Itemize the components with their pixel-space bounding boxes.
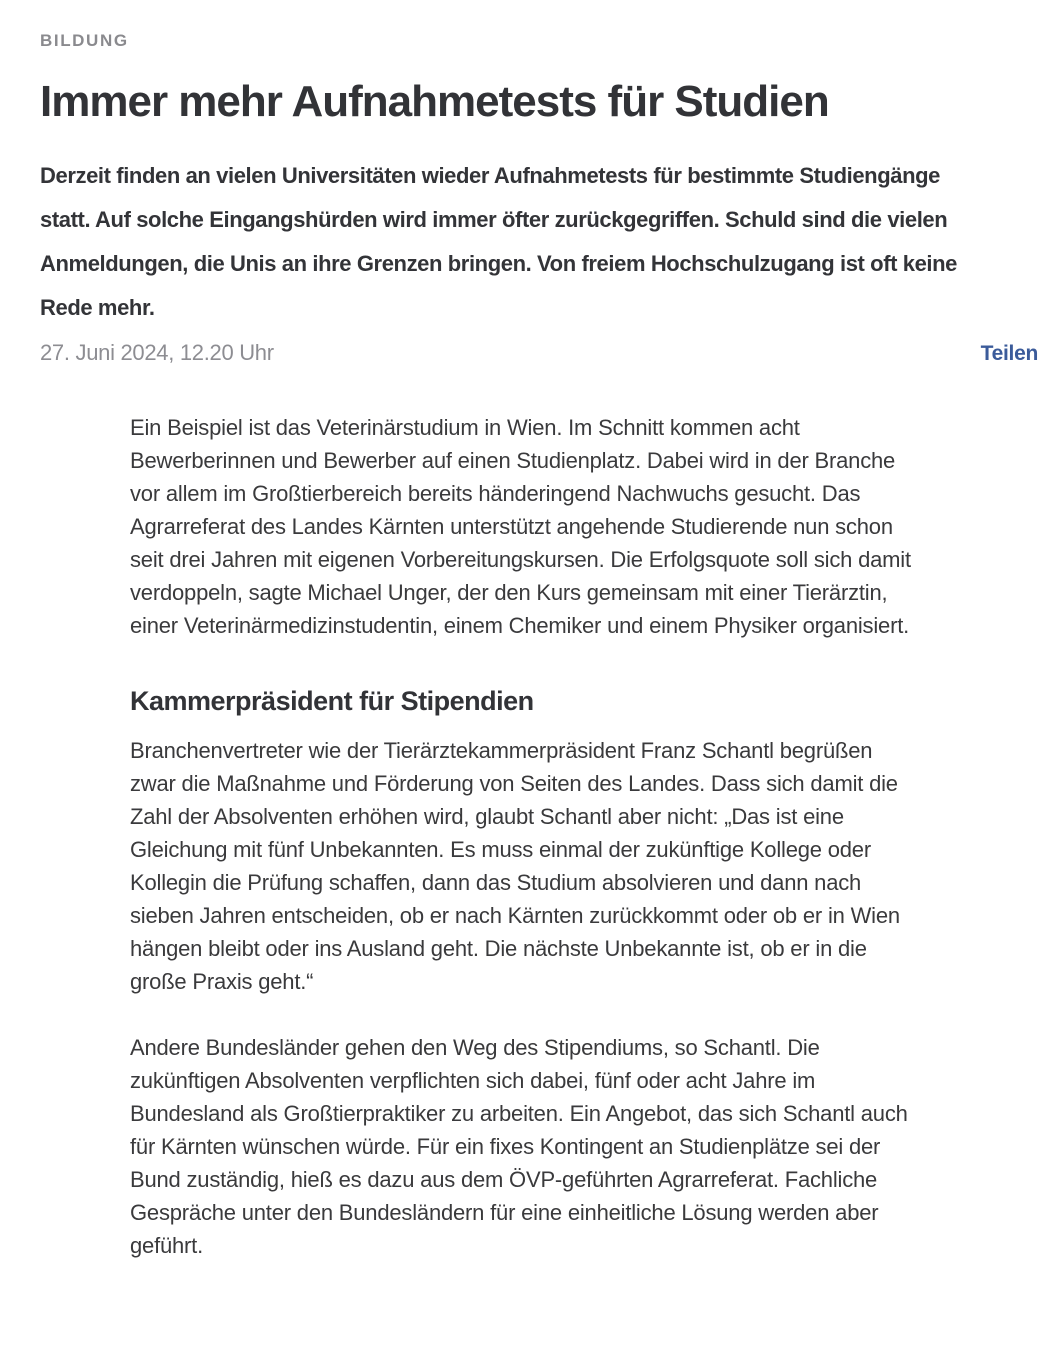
section-subheading: Kammerpräsident für Stipendien — [130, 686, 534, 716]
article-meta-row — [40, 340, 1038, 366]
article-headline: Immer mehr Aufnahmetests für Studien — [40, 77, 829, 126]
body-paragraph: Ein Beispiel ist das Veterinärstudium in Wien. Im Schnitt kommen acht Bewerberinnen und Bewerber auf einen Studienplatz. Dabei wird in der Branche vor allem im Großtierbereich bereits händeringend Nachwuchs gesucht. Das Agrarreferat des Landes Kärnten unterstützt angehende Studierende nun schon seit drei Jahren mit eigenen Vorbereitungskursen. Die Erfolgsquote soll sich damit verdoppeln, sagte Michael Unger, der den Kurs gemeinsam mit einer Tierärztin, einer Veterinärmedizinstudentin, einem Chemiker und einem Physiker organisiert. — [130, 415, 911, 638]
share-link[interactable]: Teilen — [980, 342, 1038, 365]
publish-date: 27. Juni 2024, 12.20 Uhr — [40, 340, 274, 365]
article-body — [130, 411, 916, 1262]
article-lead: Derzeit finden an vielen Universitäten wieder Aufnahmetests für bestimmte Studiengänge statt. Auf solche Eingangshürden wird immer öfter zurückgegriffen. Schuld sind die vielen Anmeldungen, die Unis an ihre Grenzen bringen. Von freiem Hochschulzugang ist oft keine Rede mehr. — [40, 163, 958, 320]
body-paragraph: Branchenvertreter wie der Tierärztekammerpräsident Franz Schantl begrüßen zwar die Maßnahme und Förderung von Seiten des Landes. Dass sich damit die Zahl der Absolventen erhöhen wird, glaubt Schantl aber nicht: „Das ist eine Gleichung mit fünf Unbekannten. Es muss einmal der zukünftige Kollege oder Kollegin die Prüfung schaffen, dann das Studium absolvieren und dann nach sieben Jahren entscheiden, ob er nach Kärnten zurückkommt oder ob er in Wien hängen bleibt oder ins Ausland geht. Die nächste Unbekannte ist, ob er in die große Praxis geht.“ — [130, 738, 900, 994]
body-paragraph: Andere Bundesländer gehen den Weg des Stipendiums, so Schantl. Die zukünftigen Absolventen verpflichten sich dabei, fünf oder acht Jahre im Bundesland als Großtierpraktiker zu arbeiten. Ein Angebot, das sich Schantl auch für Kärnten wünschen würde. Für ein fixes Kontingent an Studienplätze sei der Bund zuständig, hieß es dazu aus dem ÖVP-geführten Agrarreferat. Fachliche Gespräche unter den Bundesländern für eine einheitliche Lösung werden aber geführt. — [130, 1035, 908, 1258]
category-kicker: BILDUNG — [40, 31, 129, 50]
article-header — [40, 30, 966, 330]
